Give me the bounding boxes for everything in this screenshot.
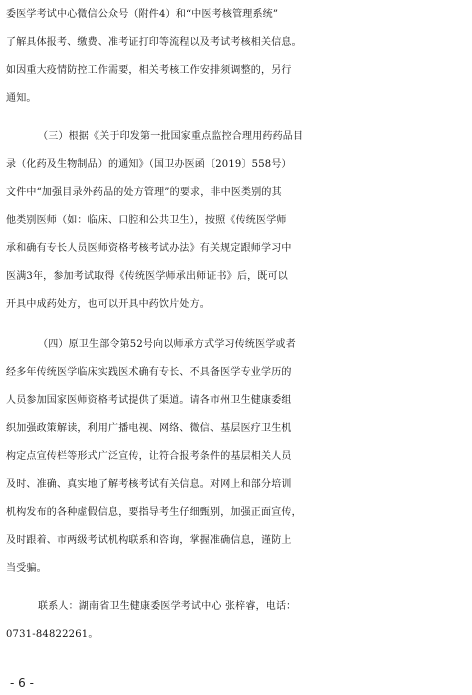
text-line: 织加强政策解读，利用广播电视、网络、微信、基层医疗卫生机 <box>6 423 292 434</box>
text-line: 机构发布的各种虚假信息，要指导考生仔细甄别，加强正面宣传， <box>6 507 302 518</box>
page-number: - 6 - <box>10 676 34 690</box>
text-line: 人员参加国家医师资格考试提供了渠道。请各市州卫生健康委组 <box>6 395 292 406</box>
contact-phone: 0731-84822261。 <box>6 629 99 640</box>
text-line: 构定点宣传栏等形式广泛宣传，让符合报考条件的基层相关人员 <box>6 451 292 462</box>
text-line: （三）根据《关于印发第一批国家重点监控合理用药药品目 <box>38 131 304 142</box>
text-line: 他类别医师（如：临床、口腔和公共卫生），按照《传统医学师 <box>6 215 287 226</box>
text-line: 通知。 <box>6 93 37 104</box>
text-line: 文件中“加强目录外药品的处方管理”的要求，非中医类别的其 <box>6 187 282 198</box>
text-line: 承和确有专长人员医师资格考核考试办法》有关规定跟师学习中 <box>6 243 292 254</box>
text-line: 当受骗。 <box>6 563 47 574</box>
text-line: 医满3年，参加考试取得《传统医学师承出师证书》后，既可以 <box>6 271 288 282</box>
text-line: 录（化药及生物制品）的通知》（国卫办医函〔2019〕558号） <box>6 159 292 170</box>
text-line: 经多年传统医学临床实践医术确有专长、不具备医学专业学历的 <box>6 367 292 378</box>
text-line: 了解具体报考、缴费、准考证打印等流程以及考试考核相关信息。 <box>6 37 302 48</box>
text-line: （四）原卫生部令第52号向以师承方式学习传统医学或者 <box>38 339 296 350</box>
text-line: 开具中成药处方，也可以开具中药饮片处方。 <box>6 299 210 310</box>
text-line: 及时、准确、真实地了解考核考试有关信息。对网上和部分培训 <box>6 479 292 490</box>
contact-line: 联系人：湖南省卫生健康委医学考试中心 张梓睿，电话： <box>38 601 297 612</box>
text-line: 委医学考试中心微信公众号（附件4）和“中医考核管理系统” <box>6 9 279 20</box>
text-line: 及时跟着、市两级考试机构联系和咨询，掌握准确信息，谨防上 <box>6 535 292 546</box>
text-line: 如因重大疫情防控工作需要，相关考核工作安排须调整的，另行 <box>6 65 292 76</box>
